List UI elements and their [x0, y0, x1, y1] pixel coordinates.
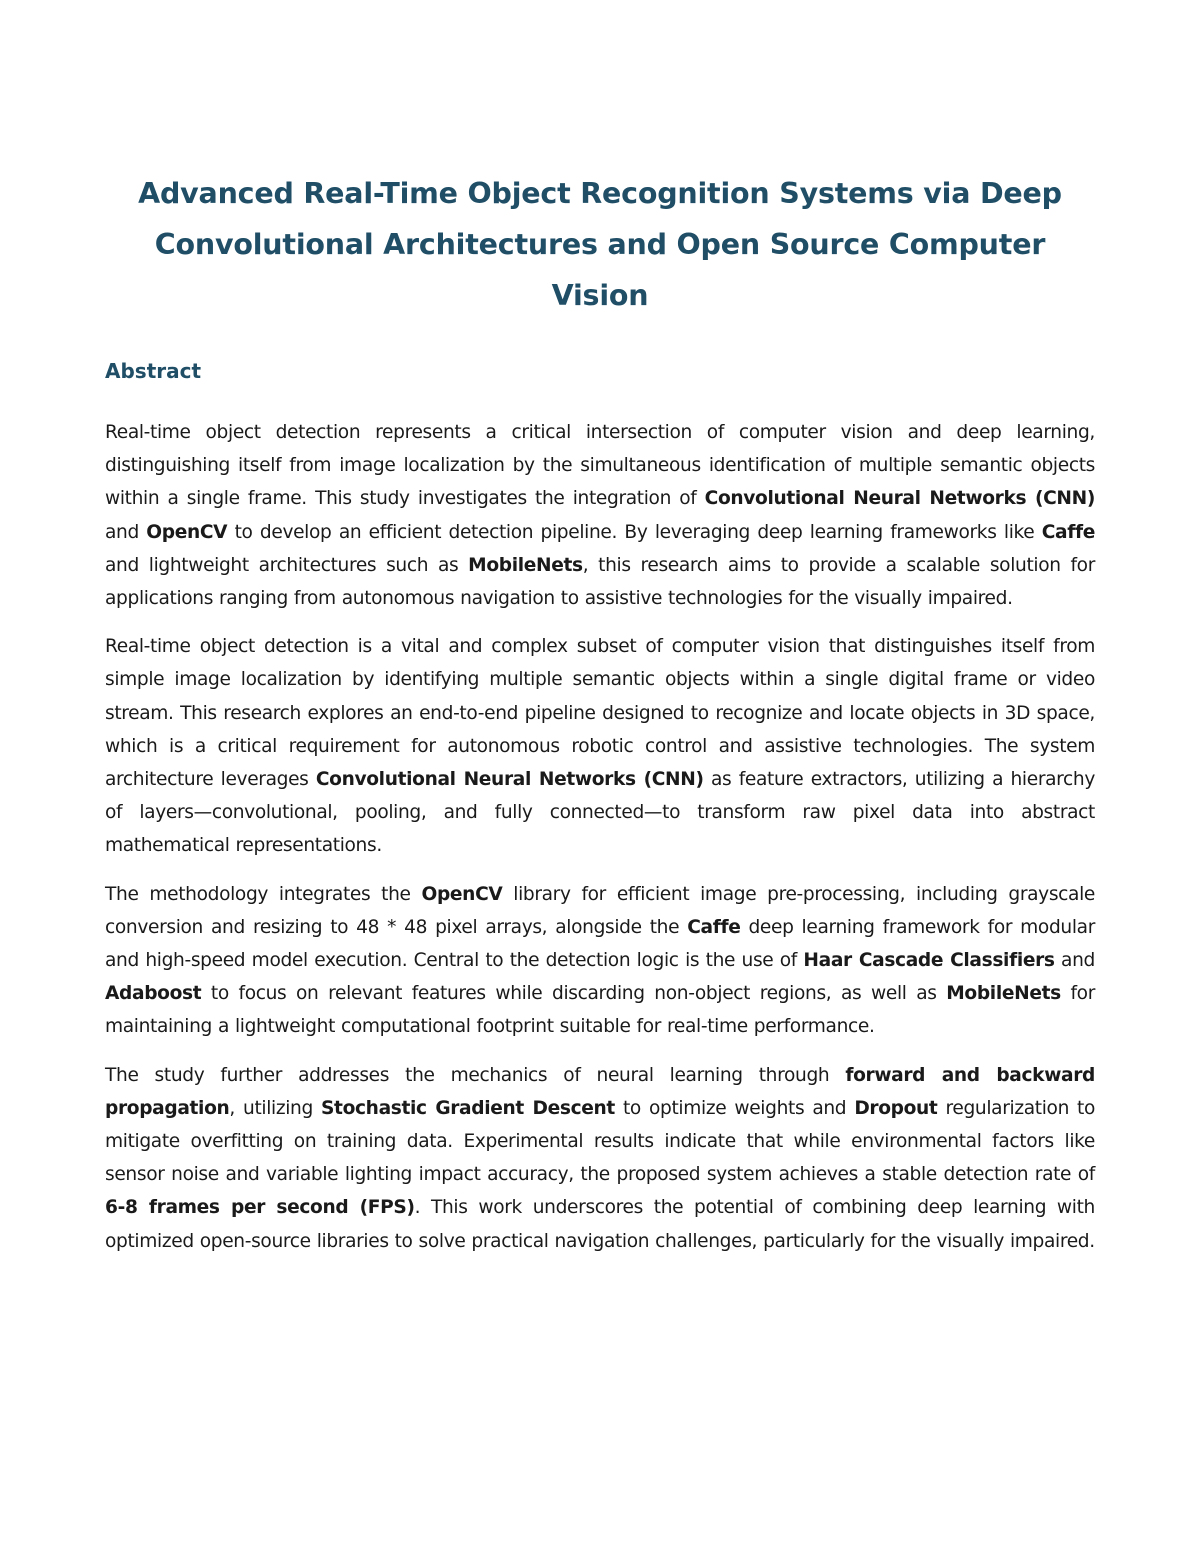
abstract-paragraph-4: [105, 1059, 1095, 1258]
abstract-paragraph-1: [105, 416, 1095, 615]
bold-term: Haar Cascade Classifiers: [803, 950, 1055, 972]
text-run: and lightweight architectures such as: [105, 554, 469, 576]
document-page: [105, 168, 1095, 1258]
abstract-heading: Abstract: [105, 359, 202, 383]
text-run: , utilizing: [229, 1097, 321, 1119]
text-run: library for efficient image pre-processing, including grayscale conversion and resizing to 48 * 48 pixel arrays, alongside the: [105, 883, 1095, 938]
bold-term: MobileNets: [946, 983, 1061, 1005]
text-run: Real-time object detection is a vital and complex subset of computer vision that distinguishes itself from simple image localization by identifying multiple semantic objects within a single digital frame or video stream. This research explores an end-to-end pipeline designed to recognize and locate objects in 3D space, which is a critical requirement for autonomous robotic control and assistive technologies. The system architecture leverages: [105, 636, 1095, 791]
text-run: to optimize weights and: [614, 1097, 855, 1119]
abstract-body: [105, 416, 1095, 1258]
bold-term: Adaboost: [105, 983, 202, 1005]
text-run: The study further addresses the mechanics of neural learning through: [105, 1064, 846, 1086]
document-title: Advanced Real-Time Object Recognition Systems via Deep Convolutional Architectures and Open Source Computer Vision: [138, 177, 1062, 312]
text-run: for maintaining a lightweight computational footprint suitable for real-time performance.: [105, 983, 1096, 1038]
bold-term: Convolutional Neural Networks (CNN): [704, 488, 1095, 510]
text-run: The methodology integrates the: [105, 883, 422, 905]
text-run: to focus on relevant features while discarding non-object regions, as well as: [201, 983, 947, 1005]
text-run: , this research aims to provide a scalable solution for applications ranging from autonomous navigation to assistive technologies for the visually impaired.: [105, 554, 1095, 610]
bold-term: MobileNets: [468, 554, 583, 576]
text-run: and: [105, 521, 147, 543]
text-run: and: [1054, 950, 1095, 972]
text-run: regularization to mitigate overfitting on training data. Experimental results indicate that while environmental factors like sensor noise and variable lighting impact accuracy, the proposed system achieves a stable detection rate of: [105, 1097, 1096, 1186]
text-run: as feature extractors, utilizing a hierarchy of layers—convolutional, pooling, and fully connected—to transform raw pixel data into abstract mathematical representations.: [105, 769, 1095, 857]
bold-term: Convolutional Neural Networks (CNN): [315, 769, 704, 791]
abstract-paragraph-2: [105, 630, 1095, 862]
bold-term: forward and backward propagation: [105, 1064, 1095, 1119]
text-run: to develop an efficient detection pipeline. By leveraging deep learning frameworks like: [227, 521, 1042, 543]
text-run: Real-time object detection represents a critical intersection of computer vision and deep learning, distinguishing itself from image localization by the simultaneous identification of multiple semantic objects within a single frame. This study investigates the integration of: [105, 422, 1095, 510]
bold-term: Stochastic Gradient Descent: [321, 1097, 615, 1119]
bold-term: OpenCV: [421, 883, 503, 905]
text-run: . This work underscores the potential of combining deep learning with optimized open-source libraries to solve practical navigation challenges, particularly for the visually impaired.: [105, 1197, 1095, 1252]
bold-term: 6-8 frames per second (FPS): [105, 1197, 415, 1219]
bold-term: OpenCV: [146, 521, 228, 543]
bold-term: Caffe: [1041, 521, 1095, 543]
abstract-paragraph-3: [105, 878, 1095, 1044]
bold-term: Caffe: [687, 916, 741, 938]
bold-term: Dropout: [854, 1097, 938, 1119]
text-run: deep learning framework for modular and high-speed model execution. Central to the detection logic is the use of: [105, 916, 1095, 972]
